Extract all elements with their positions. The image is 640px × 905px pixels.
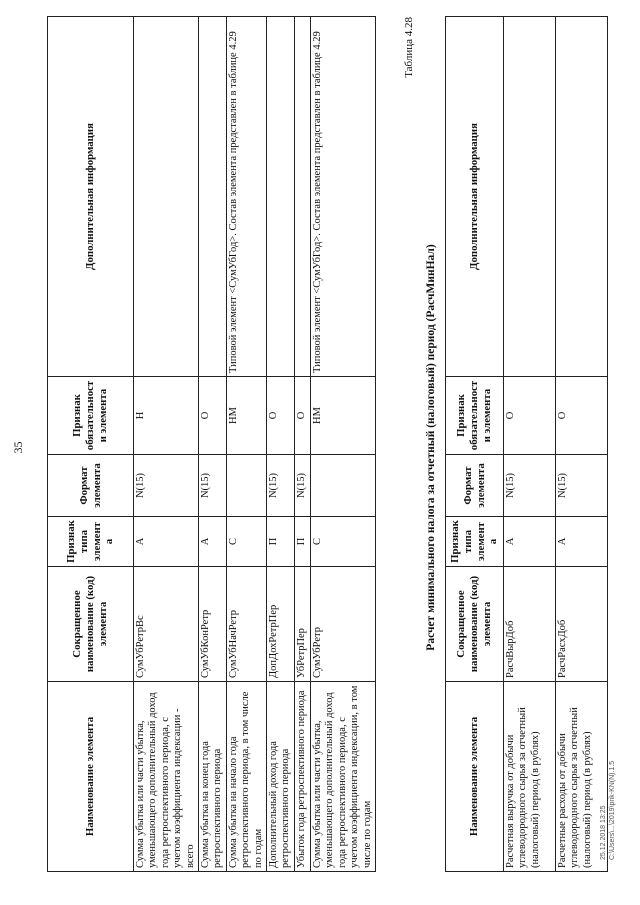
stamp-line-2: C:\Users\...\2019\prik-KN(N).1.5 [608,760,616,860]
cell-format [226,455,266,517]
header-code: Сокращенное наименование (код) элемента [446,567,504,682]
header-type: Признак типа элемента [446,517,504,567]
cell-format [311,455,376,517]
cell-info [198,17,226,377]
cell-code: СумУбНачРетр [226,567,266,682]
cell-code: УбРетрПер [295,567,311,682]
table-row [295,17,311,872]
cell-code: СумУбКонРетр [198,567,226,682]
cell-code: РасчВырДоб [504,567,556,682]
cell-name: Сумма убытка на конец года ретроспективного периода [198,682,226,872]
cell-type: С [226,517,266,567]
cell-required: НМ [226,377,266,455]
cell-format: N(15) [134,455,199,517]
cell-format: N(15) [504,455,556,517]
cell-name: Сумма убытка или части убытка, уменьшающего дополнительный доход года ретроспективного периода, с учетом коэффициента индексации - всего [134,682,199,872]
cell-required: Н [134,377,199,455]
table-row [267,17,295,872]
cell-type: С [311,517,376,567]
header-name: Наименование элемента [48,682,134,872]
stamp-line-1: 25.12.2018 13:25 [600,805,607,860]
cell-code: СумУбРетрВс [134,567,199,682]
table-number: Таблица 4.28 [403,17,415,78]
cell-required: О [267,377,295,455]
cell-type: П [295,517,311,567]
header-info: Дополнительная информация [446,17,504,377]
table-row [134,17,199,872]
header-format: Формат элемента [48,455,134,517]
cell-info [295,17,311,377]
cell-name: Дополнительный доход года ретроспективного периода [267,682,295,872]
table-row [504,17,556,872]
table-header-row [446,17,504,872]
elements-table [47,16,376,872]
page-number: 35 [11,441,25,454]
header-type: Признак типа элемента [48,517,134,567]
cell-type: П [267,517,295,567]
cell-name: Сумма убытка или части убытка, уменьшающего дополнительный доход года ретроспективного периода, с учетом коэффициента индексации, в том числе по годам [311,682,376,872]
header-name: Наименование элемента [446,682,504,872]
table-row [198,17,226,872]
cell-code: ДопДохРетрПер [267,567,295,682]
cell-required: О [295,377,311,455]
cell-name: Убыток года ретроспективного периода [295,682,311,872]
cell-code: СумУбРетр [311,567,376,682]
cell-required: О [556,377,608,455]
cell-required: НМ [311,377,376,455]
header-required: Признак обязательности элемента [446,377,504,455]
table-row [556,17,608,872]
cell-type: А [198,517,226,567]
cell-name: Сумма убытка на начало года ретроспективного периода, в том числе по годам [226,682,266,872]
cell-info: Типовой элемент <СумУбГод>. Состав элемента представлен в таблице 4.29 [226,17,266,377]
cell-info [556,17,608,377]
cell-type: А [134,517,199,567]
min-tax-table [445,16,608,872]
cell-code: РасчРасхДоб [556,567,608,682]
header-code: Сокращенное наименование (код) элемента [48,567,134,682]
header-required: Признак обязательности элемента [48,377,134,455]
table-row [226,17,266,872]
cell-format: N(15) [295,455,311,517]
cell-format: N(15) [198,455,226,517]
cell-info [504,17,556,377]
table-header-row [48,17,134,872]
cell-name: Расчетные расходы от добычи углеводородного сырья за отчетный (налоговый) период (в рублях) [556,682,608,872]
cell-format: N(15) [267,455,295,517]
cell-info [267,17,295,377]
print-stamp [600,761,618,860]
cell-type: А [556,517,608,567]
cell-type: А [504,517,556,567]
table-row [311,17,376,872]
cell-required: О [198,377,226,455]
rotated-page [11,5,635,890]
cell-name: Расчетная выручка от добычи углеводородного сырья за отчетный (налоговый) период (в рублях) [504,682,556,872]
header-format: Формат элемента [446,455,504,517]
cell-required: О [504,377,556,455]
cell-format: N(15) [556,455,608,517]
header-info: Дополнительная информация [48,17,134,377]
cell-info [134,17,199,377]
cell-info: Типовой элемент <СумУбГод>. Состав элемента представлен в таблице 4.29 [311,17,376,377]
table-title: Расчет минимального налога за отчетный (налоговый) период (РасчМинНал) [425,244,437,651]
